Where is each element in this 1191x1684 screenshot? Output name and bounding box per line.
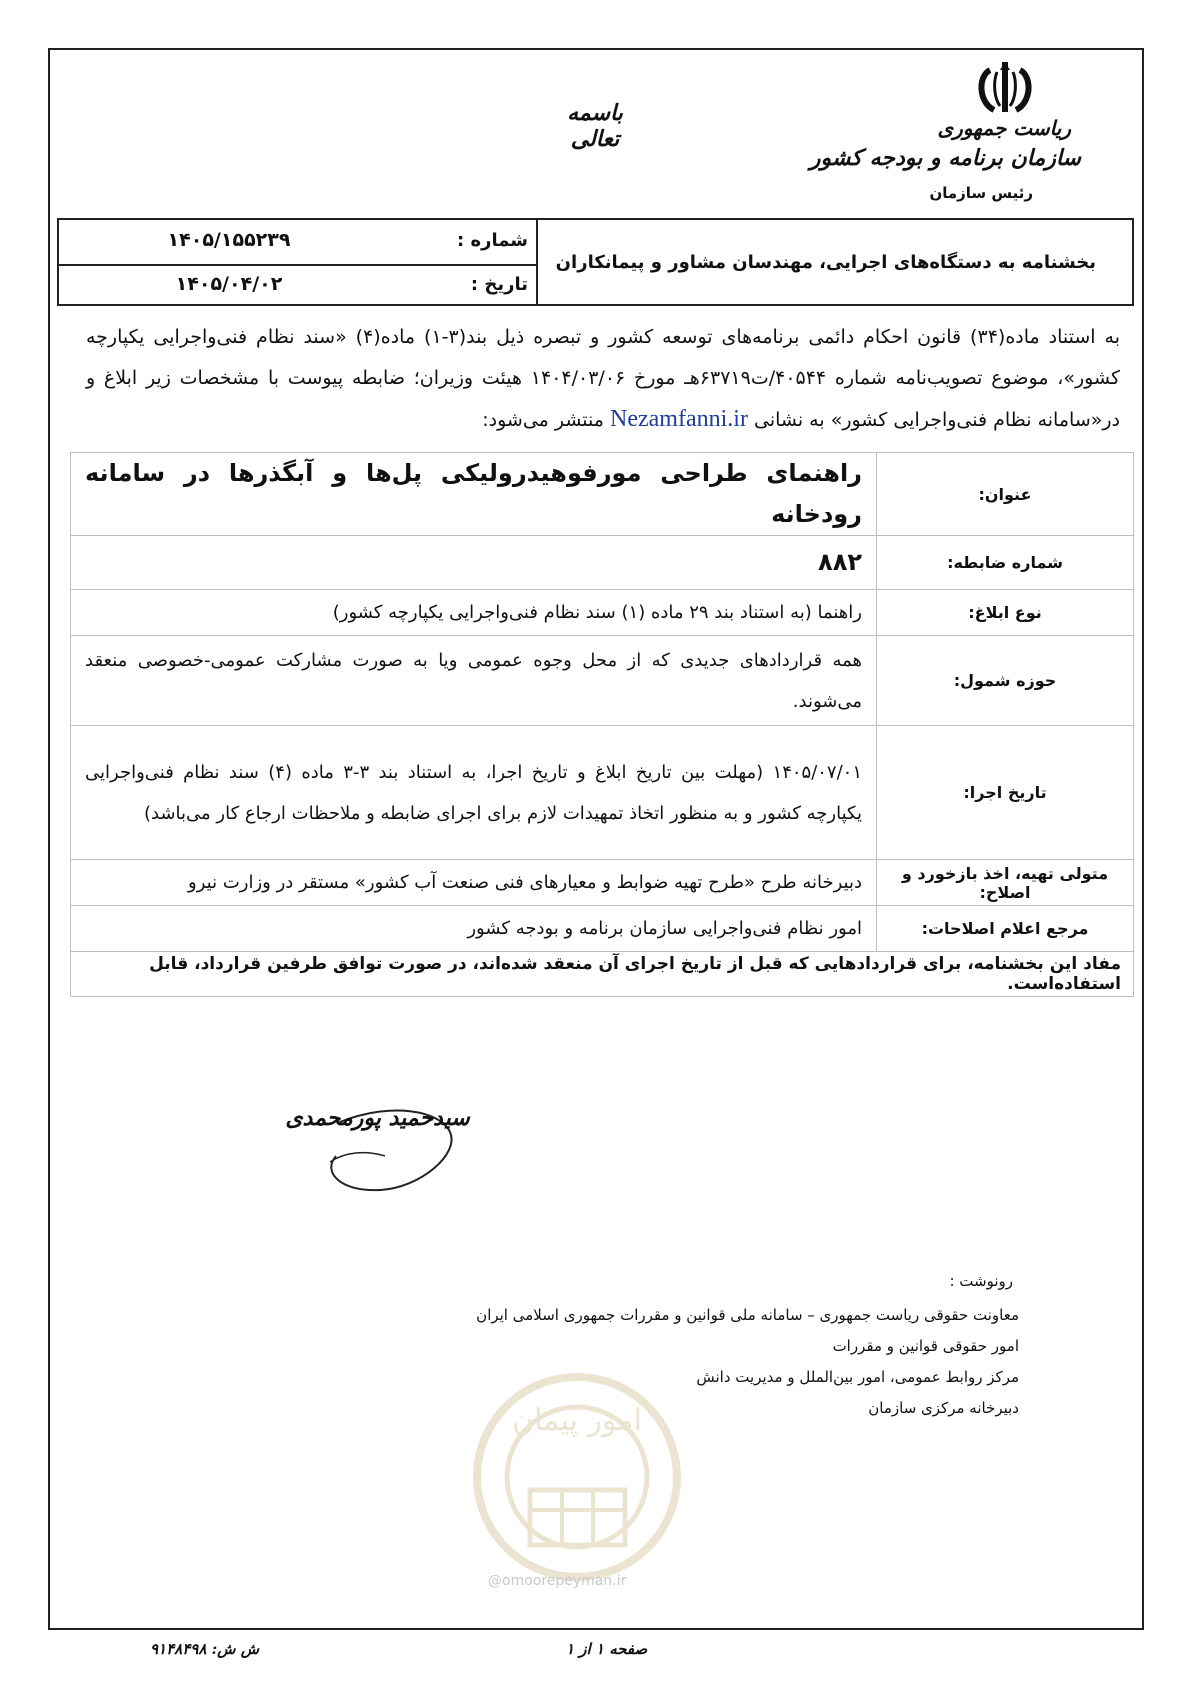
- spec-row-note: [71, 952, 1134, 997]
- spec-value: دبیرخانه طرح «طرح تهیه ضوابط و معیارهای فنی صنعت آب کشور» مستقر در وزارت نیرو: [71, 860, 877, 906]
- spec-label: تاریخ اجرا:: [877, 726, 1134, 860]
- spec-table: [70, 452, 1134, 997]
- letter-number-row: [59, 220, 536, 266]
- spec-label: عنوان:: [877, 453, 1134, 536]
- spec-label: نوع ابلاغ:: [877, 590, 1134, 636]
- org-name: سازمان برنامه و بودجه کشور: [809, 145, 1081, 171]
- cc-list: [419, 1300, 1019, 1424]
- cc-title: رونوشت :: [949, 1272, 1013, 1290]
- spec-value: راهنما (به استناد بند ۲۹ ماده (۱) سند نظام فنی‌واجرایی یکپارچه کشور): [71, 590, 877, 636]
- cc-item: معاونت حقوقی ریاست جمهوری – سامانه ملی قوانین و مقررات جمهوری اسلامی ایران: [476, 1306, 1019, 1324]
- spec-value: امور نظام فنی‌واجرایی سازمان برنامه و بودجه کشور: [71, 906, 877, 952]
- letter-subject: بخشنامه به دستگاه‌های اجرایی، مهندسان مشاور و پیمانکاران: [555, 251, 1096, 273]
- watermark-text: @omoorepeyman.ir: [488, 1573, 627, 1589]
- spec-label: مرجع اعلام اصلاحات:: [877, 906, 1134, 952]
- spec-value: ۸۸۲: [71, 536, 877, 590]
- spec-label: متولی تهیه، اخذ بازخورد و اصلاح:: [877, 860, 1134, 906]
- spec-label: حوزه شمول:: [877, 636, 1134, 726]
- spec-value: ۱۴۰۵/۰۷/۰۱ (مهلت بین تاریخ ابلاغ و تاریخ اجرا، به استناد بند ۳-۳ ماده (۴) سند نظام فنی‌واجرایی یکپارچه کشور و به منظور اتخاذ تمهیدات لازم برای اجرای ضابطه و ملاحظات ارجاع کار می‌باشد): [71, 726, 877, 860]
- intro-text-end: منتشر می‌شود:: [482, 409, 604, 431]
- intro-paragraph: [86, 317, 1120, 441]
- letter-header-box: [57, 218, 1134, 306]
- spec-label: شماره ضابطه:: [877, 536, 1134, 590]
- letter-number-value: ۱۴۰۵/۱۵۵۲۳۹: [167, 229, 291, 251]
- letter-date-value: ۱۴۰۵/۰۴/۰۲: [175, 273, 283, 295]
- spec-row-reference: [71, 906, 1134, 952]
- letter-date-label: تاریخ :: [470, 274, 528, 295]
- intro-text: به استناد ماده(۳۴) قانون احکام دائمی برنامه‌های توسعه کشور و تبصره ذیل بند(۳-۱) ماده(۴) «سند نظام فنی‌واجرایی یکپارچه کشور»، موضوع تصویب‌نامه شماره ۴۰۵۴۴/ت۶۳۷۱۹هـ مورخ ۱۴۰۴/۰۳/۰۶ هیئت وزیران؛ ضابطه پیوست با مشخصات زیر ابلاغ و در«سامانه نظام فنی‌واجرایی کشور» به نشانی: [86, 326, 1121, 431]
- letter-date-row: [59, 264, 536, 308]
- page-number: صفحه ۱ از ۱: [566, 1640, 648, 1658]
- stamp-text: امور پیمان: [512, 1403, 642, 1438]
- cc-item: مرکز روابط عمومی، امور بین‌الملل و مدیریت دانش: [696, 1368, 1019, 1386]
- spec-value: راهنمای طراحی مورفوهیدرولیکی پل‌ها و آبگذرها در سامانه رودخانه: [71, 453, 877, 536]
- iran-emblem-icon: [960, 58, 1050, 118]
- spec-row-code: [71, 536, 1134, 590]
- org-head-title: رئیس سازمان: [929, 184, 1033, 202]
- letter-meta: [59, 220, 538, 304]
- spec-value: همه قراردادهای جدیدی که از محل وجوه عمومی ویا به صورت مشارکت عمومی-خصوصی منعقد می‌شوند.: [71, 636, 877, 726]
- letter-number-label: شماره :: [457, 230, 528, 251]
- spec-row-type: [71, 590, 1134, 636]
- nezamfanni-link[interactable]: Nezamfanni.ir: [610, 406, 748, 432]
- cc-item: دبیرخانه مرکزی سازمان: [868, 1399, 1019, 1417]
- document-code: ش ش: ۹۱۴۸۴۹۸: [150, 1640, 260, 1658]
- spec-row-scope: [71, 636, 1134, 726]
- spec-row-effective-date: [71, 726, 1134, 860]
- spec-row-custodian: [71, 860, 1134, 906]
- org-presidency: ریاست جمهوری: [937, 116, 1071, 140]
- signature-name: سیدحمید پورمحمدی: [285, 1105, 470, 1131]
- spec-row-title: [71, 453, 1134, 536]
- spec-note: مفاد این بخشنامه، برای قراردادهایی که قبل از تاریخ اجرای آن منعقد شده‌اند، در صورت توافق طرفین قرارداد، قابل استفاده‌است.: [71, 952, 1134, 997]
- basmala: باسمه تعالی: [567, 100, 623, 152]
- cc-item: امور حقوقی قوانین و مقررات: [832, 1337, 1019, 1355]
